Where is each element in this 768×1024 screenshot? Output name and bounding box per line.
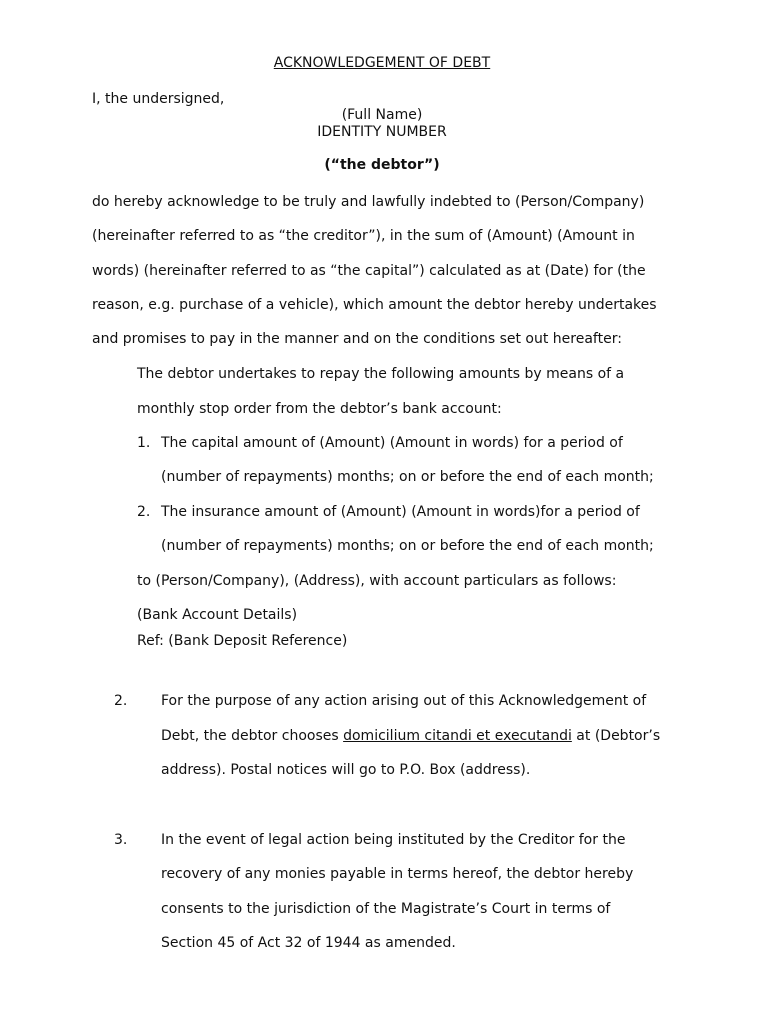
paragraph-line: and promises to pay in the manner and on the conditions set out hereafter: (92, 331, 622, 347)
bank-details: (Bank Account Details) (137, 607, 298, 623)
list-item-text: The capital amount of (Amount) (Amount in words) for a period of (161, 435, 623, 451)
section-text: Section 45 of Act 32 of 1944 as amended. (161, 935, 456, 951)
section-text: address). Postal notices will go to P.O. Box (address). (161, 762, 531, 778)
to-line: to (Person/Company), (Address), with account particulars as follows: (137, 573, 617, 589)
section-text-segment: Debt, the debtor chooses (161, 728, 344, 744)
paragraph-line: reason, e.g. purchase of a vehicle), which amount the debtor hereby undertakes (92, 297, 657, 313)
list-item-text: (number of repayments) months; on or before the end of each month; (161, 469, 654, 485)
section-text: In the event of legal action being instituted by the Creditor for the (161, 832, 626, 848)
list-item-text: (number of repayments) months; on or before the end of each month; (161, 538, 654, 554)
section-number: 3. (114, 832, 128, 848)
document-title: ACKNOWLEDGEMENT OF DEBT (273, 55, 491, 71)
intro-text: I, the undersigned, (92, 91, 225, 107)
list-item-text: The insurance amount of (Amount) (Amount in words)for a period of (161, 504, 640, 520)
bank-reference: Ref: (Bank Deposit Reference) (137, 633, 348, 649)
repay-line: monthly stop order from the debtor’s bank account: (137, 401, 502, 417)
repay-line: The debtor undertakes to repay the following amounts by means of a (137, 366, 625, 382)
section-text: For the purpose of any action arising out of this Acknowledgement of (161, 693, 647, 709)
section-text (161, 727, 660, 745)
identity-number-label: IDENTITY NUMBER (317, 124, 447, 140)
debtor-label: (“the debtor”) (324, 157, 440, 173)
full-name-placeholder: (Full Name) (341, 107, 423, 123)
list-item-number: 1. (137, 435, 151, 451)
domicilium-term: domicilium citandi et executandi (343, 728, 572, 744)
section-text: recovery of any monies payable in terms hereof, the debtor hereby (161, 866, 634, 882)
section-text-segment: at (Debtor’s (571, 728, 661, 744)
paragraph-line: (hereinafter referred to as “the creditor”), in the sum of (Amount) (Amount in (92, 228, 635, 244)
paragraph-line: do hereby acknowledge to be truly and lawfully indebted to (Person/Company) (92, 194, 645, 210)
section-text: consents to the jurisdiction of the Magistrate’s Court in terms of (161, 901, 611, 917)
section-number: 2. (114, 693, 128, 709)
list-item-number: 2. (137, 504, 151, 520)
paragraph-line: words) (hereinafter referred to as “the capital”) calculated as at (Date) for (the (92, 263, 646, 279)
